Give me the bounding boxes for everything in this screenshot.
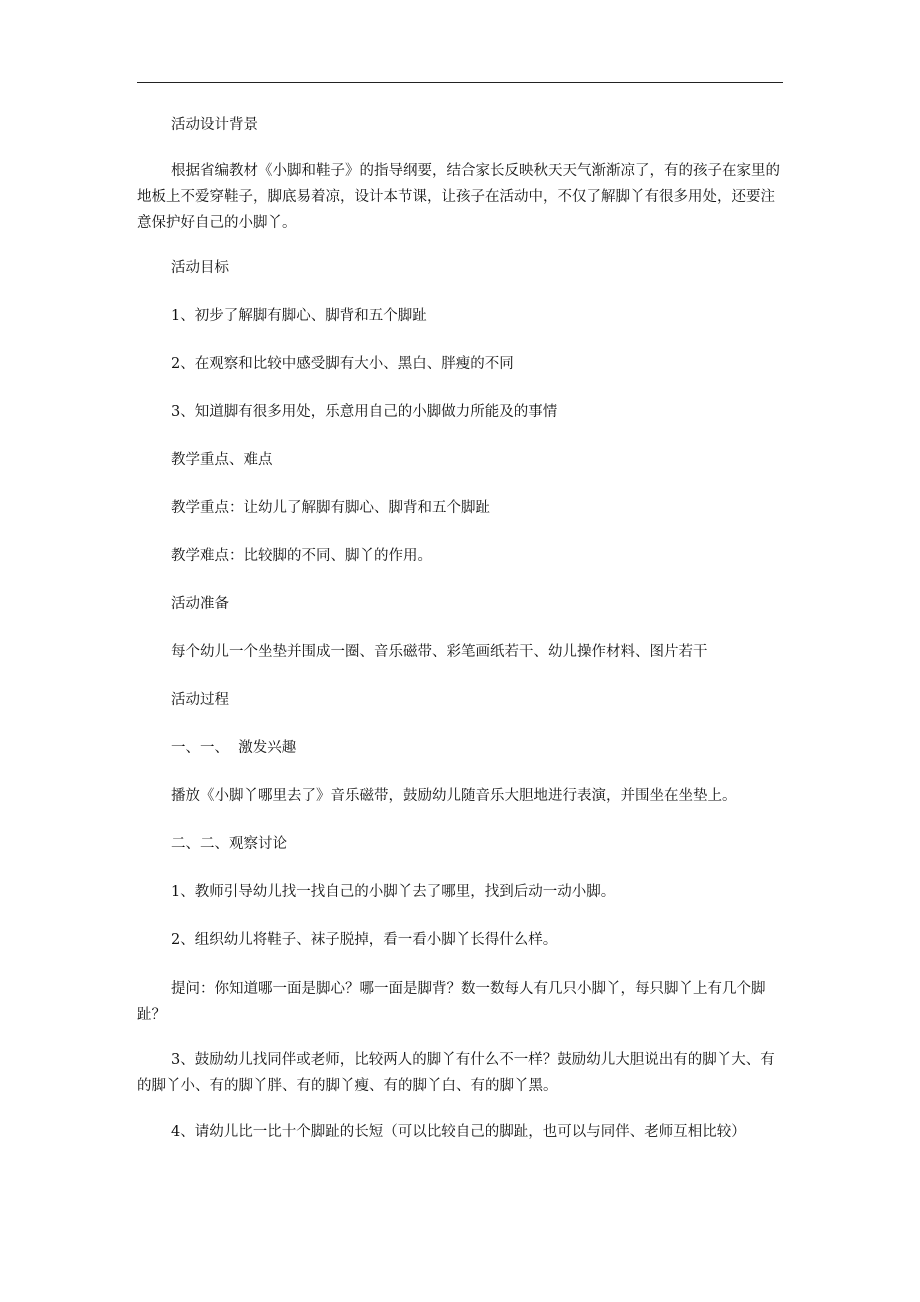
prep-heading: 活动准备: [171, 596, 229, 612]
goal-item-2: 2、在观察和比较中感受脚有大小、黑白、胖瘦的不同: [171, 356, 514, 372]
step2-heading: 二、二、观察讨论: [171, 836, 287, 852]
background-heading: 活动设计背景: [171, 117, 258, 133]
prep-text: 每个幼儿一个坐垫并围成一圈、音乐磁带、彩笔画纸若干、幼儿操作材料、图片若干: [171, 644, 708, 660]
goal-item-3: 3、知道脚有很多用处，乐意用自己的小脚做力所能及的事情: [171, 404, 558, 420]
key-point-text: 教学重点：让幼儿了解脚有脚心、脚背和五个脚趾: [171, 500, 490, 516]
step1-heading: 一、一、 激发兴趣: [171, 740, 297, 756]
goals-heading: 活动目标: [171, 260, 229, 276]
step2-item-3: 3、鼓励幼儿找同伴或老师，比较两人的脚丫有什么不一样？鼓励幼儿大胆说出有的脚丫大、有的脚丫小、有的脚丫胖、有的脚丫瘦、有的脚丫白、有的脚丫黑。: [137, 1052, 775, 1094]
step1-text: 播放《小脚丫哪里去了》音乐磁带，鼓励幼儿随音乐大胆地进行表演，并围坐在坐垫上。: [171, 788, 737, 804]
header-rule: [137, 82, 783, 83]
step2-item-4: 4、请幼儿比一比十个脚趾的长短（可以比较自己的脚趾，也可以与同伴、老师互相比较）: [171, 1124, 746, 1140]
process-heading: 活动过程: [171, 692, 229, 708]
difficulty-text: 教学难点：比较脚的不同、脚丫的作用。: [171, 548, 432, 564]
question-text: 提问：你知道哪一面是脚心？哪一面是脚背？数一数每人有几只小脚丫，每只脚丫上有几个脚趾？: [137, 981, 766, 1023]
step2-item-1: 1、教师引导幼儿找一找自己的小脚丫去了哪里，找到后动一动小脚。: [171, 884, 616, 900]
step2-item-2: 2、组织幼儿将鞋子、袜子脱掉，看一看小脚丫长得什么样。: [171, 932, 558, 948]
goal-item-1: 1、初步了解脚有脚心、脚背和五个脚趾: [171, 308, 427, 324]
background-paragraph: 根据省编教材《小脚和鞋子》的指导纲要，结合家长反映秋天天气渐渐凉了，有的孩子在家里的地板上不爱穿鞋子，脚底易着凉，设计本节课，让孩子在活动中，不仅了解脚丫有很多用处，还要注意保护好自己的小脚丫。: [137, 163, 780, 231]
key-points-heading: 教学重点、难点: [171, 452, 273, 468]
